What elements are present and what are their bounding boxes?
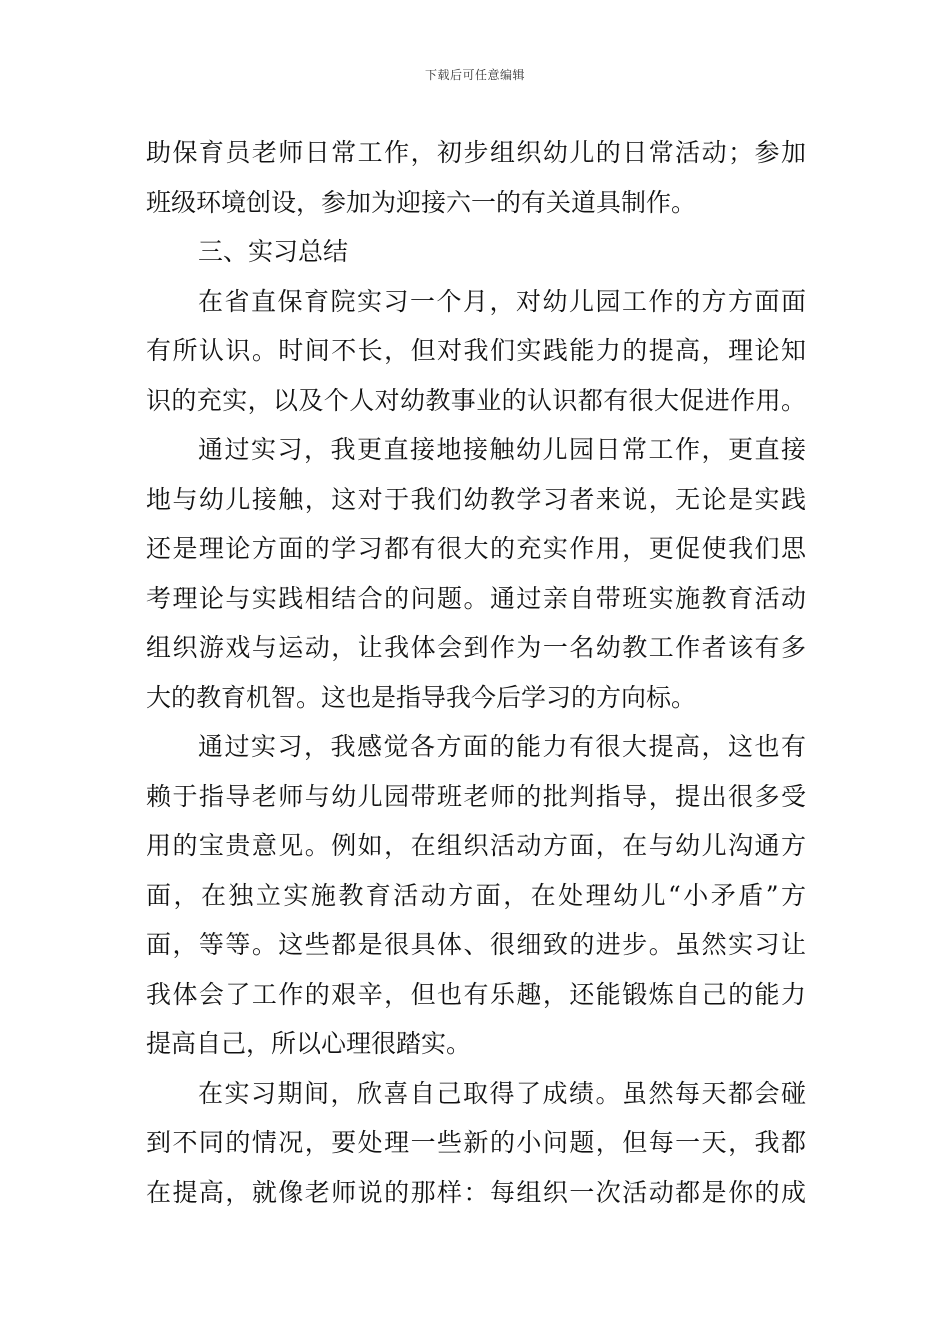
text-line: 有所认识。时间不长，但对我们实践能力的提高，理论知 [146, 336, 806, 365]
text-line: 大的教育机智。这也是指导我今后学习的方向标。 [146, 682, 697, 712]
page-header-note: 下载后可任意编辑 [424, 68, 525, 82]
text-line: 用的宝贵意见。例如，在组织活动方面，在与幼儿沟通方 [146, 831, 806, 860]
text-line: 在实习期间，欣喜自己取得了成绩。虽然每天都会碰 [198, 1078, 806, 1108]
section-heading: 三、实习总结 [198, 237, 349, 266]
text-line: 在省直保育院实习一个月，对幼儿园工作的方方面面 [198, 286, 806, 316]
text-line: 提高自己，所以心理很踏实。 [146, 1029, 472, 1058]
text-line: 到不同的情况，要处理一些新的小问题，但每一天，我都 [146, 1128, 806, 1157]
text-line: 面，在独立实施教育活动方面，在处理幼儿“小矛盾”方 [146, 880, 806, 910]
text-line: 助保育员老师日常工作，初步组织幼儿的日常活动；参加 [146, 138, 806, 167]
text-line: 识的充实，以及个人对幼教事业的认识都有很大促进作用。 [146, 385, 806, 415]
document-body [146, 128, 806, 1217]
text-line: 组织游戏与运动，让我体会到作为一名幼教工作者该有多 [146, 633, 806, 662]
text-line: 地与幼儿接触，这对于我们幼教学习者来说，无论是实践 [146, 484, 806, 514]
text-line: 班级环境创设，参加为迎接六一的有关道具制作。 [146, 187, 697, 217]
text-line: 赖于指导老师与幼儿园带班老师的批判指导，提出很多受 [146, 781, 806, 811]
text-line: 通过实习，我感觉各方面的能力有很大提高，这也有 [198, 732, 806, 761]
text-line: 在提高，就像老师说的那样：每组织一次活动都是你的成 [146, 1177, 806, 1207]
text-line: 还是理论方面的学习都有很大的充实作用，更促使我们思 [146, 534, 806, 563]
text-line: 通过实习，我更直接地接触幼儿园日常工作，更直接 [198, 435, 806, 464]
text-line: 考理论与实践相结合的问题。通过亲自带班实施教育活动 [146, 583, 806, 613]
text-line: 我体会了工作的艰辛，但也有乐趣，还能锻炼自己的能力 [146, 979, 806, 1009]
text-line: 面，等等。这些都是很具体、很细致的进步。虽然实习让 [146, 930, 806, 959]
